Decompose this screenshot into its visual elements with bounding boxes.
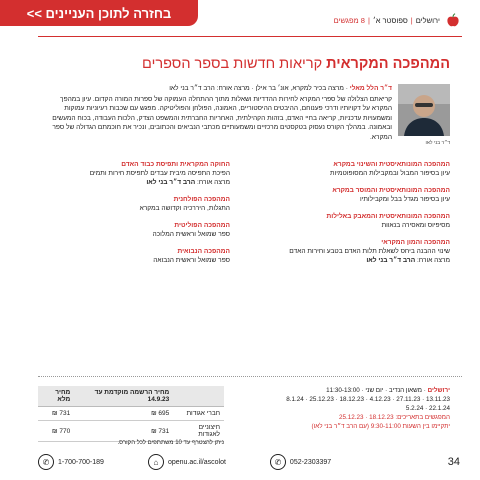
schedule-note-hours: יתקיימו בין השעות 9:30-11:00 (עם הרב ד״ר בני לאו) bbox=[311, 423, 450, 430]
footer-website-link[interactable] bbox=[148, 454, 226, 470]
lecture-item bbox=[240, 186, 450, 204]
schedule-dates-more: 22.1.24 · 5.2.24 bbox=[405, 405, 450, 412]
footer-contacts bbox=[38, 452, 462, 472]
lecture-item bbox=[240, 212, 450, 230]
lecture-desc: התגלות, היררכיה וקדושה במקרא bbox=[139, 205, 230, 212]
price-category: חיצוניים לאגודות bbox=[173, 421, 224, 442]
footer-whatsapp[interactable] bbox=[270, 454, 331, 470]
breadcrumb-category: ספוסטר א׳ bbox=[372, 15, 408, 25]
top-divider bbox=[38, 36, 462, 37]
lecture-item bbox=[40, 160, 230, 187]
website-url: openu.ac.il/ascolot bbox=[167, 458, 226, 466]
lecture-desc: מסיפיוס ומאסירה בנאוות bbox=[381, 222, 450, 229]
lecturer-block bbox=[40, 84, 392, 142]
lecture-item bbox=[40, 247, 230, 265]
back-to-contents-link[interactable]: בחזרה לתוכן העניינים >> bbox=[0, 0, 198, 26]
price-header-early: מחיר הרשמה מוקדמת עד 14.9.23 bbox=[74, 386, 173, 407]
phone-icon: ✆ bbox=[38, 454, 54, 470]
lecture-item bbox=[40, 195, 230, 213]
lectures-left-column bbox=[40, 160, 230, 273]
lecturer-name: ד״ר הלל מאלי bbox=[349, 85, 392, 92]
table-row bbox=[38, 407, 224, 421]
lecture-desc: עיון בסיפור המבול ובמקבילות המסופוטמיות bbox=[330, 170, 450, 177]
photo-caption: ד״ר בני לאו bbox=[425, 140, 450, 146]
price-early: 695 ₪ bbox=[74, 407, 173, 421]
breadcrumb-separator: | bbox=[367, 15, 370, 25]
schedule-venue: · משאון הנדיב · יום שני · 11:30-13:00 bbox=[326, 387, 428, 394]
price-table bbox=[38, 386, 224, 442]
lecture-item bbox=[40, 221, 230, 239]
lecture-title: המהפכה הפולחנית bbox=[173, 196, 230, 203]
lecture-title: המהפכה הפוליטית bbox=[174, 222, 230, 229]
lecturer-meta: · מרצה בכיר למקרא, אונ׳ בר אילן · מרצה אורח: הרב ד״ר בני לאו bbox=[169, 85, 350, 92]
whatsapp-number: 052-2303397 bbox=[289, 458, 332, 466]
lecturer-photo bbox=[398, 84, 450, 136]
price-note: ניתן להצטרף עד 10 משתתפים לכל הקורס. bbox=[117, 440, 224, 446]
guest-lecturer-prefix: מרצה אורח: bbox=[195, 179, 230, 186]
price-category: חברי אגודות bbox=[173, 407, 224, 421]
lecture-item bbox=[240, 238, 450, 265]
course-description: קריאתם הצלולה של ספרי המקרא לחירות ההדדיות ושאלות מתוך ההתחלה העמוקה של ספרות המורה הקדום. עיון במהפך המקרא על דקויותיו ודרכי פענוחם, ההיבטים ההיסטוריים, האמונה, הפולחן והפוליטיקה. מפגש עם שכבות רעיוניות עמוקות ומשמעויות עדכניות, קריאה בחיי האדם, בזהות הקהילתית, האחריות החברתית והמשפט הצדק, הלכות העבודה, בכוח המעשים ובאמונה. במהלך הקורס נעסוק בטקסטים מרכזיים ומשמעותיים מכתבי הנביאים והכתובים, ונכיר את חוכמתם הגדולה של ספר המקרא. bbox=[52, 95, 392, 141]
breadcrumb-city: ירושלים bbox=[415, 15, 440, 25]
lecture-desc: ספר שמואל וראשית הנבואה bbox=[153, 257, 230, 264]
lecture-desc: הפיכת התפיסה מיבית עבדים לתפיסת חירות ותמים bbox=[89, 170, 230, 177]
lecture-desc: עיון בסיפור מגדל בבל ומקבילותיו bbox=[359, 196, 450, 203]
guest-lecturer-name: הרב ד״ר בני לאו bbox=[366, 257, 416, 264]
table-row bbox=[38, 421, 224, 442]
footer-phone[interactable] bbox=[38, 454, 104, 470]
lecture-item bbox=[240, 160, 450, 178]
price-header-full: מחיר מלא bbox=[38, 386, 74, 407]
title-rest: קריאות חדשות בספר הספרים bbox=[142, 56, 327, 72]
guest-lecturer-name: הרב ד״ר בני לאו bbox=[146, 179, 196, 186]
price-full: 770 ₪ bbox=[38, 421, 74, 442]
lecture-desc: ספר שמואל וראשית המלוכה bbox=[152, 231, 230, 238]
schedule-block bbox=[235, 386, 450, 431]
phone-number: 1-700-700-189 bbox=[58, 458, 104, 466]
price-table-header bbox=[38, 386, 224, 407]
page-number: 34 bbox=[447, 456, 460, 468]
lecture-title: המהפכה והמון המקראי bbox=[381, 239, 450, 246]
lecture-title: המהפכה המונותאיסטית והמוסר במקרא bbox=[332, 187, 450, 194]
schedule-city: ירושלים bbox=[427, 387, 450, 394]
lecturer-portrait-image bbox=[398, 84, 450, 136]
breadcrumb-bar bbox=[220, 6, 460, 34]
guest-lecturer bbox=[40, 178, 230, 187]
price-full: 731 ₪ bbox=[38, 407, 74, 421]
breadcrumb-meetings: 8 מפגשים bbox=[333, 15, 365, 25]
title-bold: המהפכה המקראית bbox=[326, 56, 450, 72]
lecture-title: המהפכה הנבואית bbox=[177, 248, 230, 255]
lecture-title: המהפכה המונותאיסטית והשינוי במקרא bbox=[333, 161, 450, 168]
price-header-blank bbox=[173, 386, 224, 407]
lecture-desc: שינוי ההבנה ביחס לשאלת תלות האדם בטבע וחירות האדם bbox=[289, 248, 450, 255]
guest-lecturer-prefix: מרצה אורח: bbox=[415, 257, 450, 264]
lecture-title: החוקה המקראית ותפיסת כבוד האדם bbox=[121, 161, 230, 168]
schedule-dates: 13.11.23 · 27.11.23 · 4.12.23 · 18.12.23 · 25.12.23 · 8.1.24 bbox=[286, 396, 450, 403]
globe-icon: ⌂ bbox=[148, 454, 164, 470]
schedule-note: המפגשים בתאריכים: 18.12.23 · 25.12.23 bbox=[339, 414, 450, 421]
page-title bbox=[30, 56, 450, 72]
breadcrumb-separator: | bbox=[410, 15, 413, 25]
lecture-title: המהפכה המונותאיסטית והמאבק באלילות bbox=[326, 213, 450, 220]
whatsapp-icon: ✆ bbox=[270, 454, 286, 470]
price-early: 731 ₪ bbox=[74, 421, 173, 442]
guest-lecturer bbox=[240, 256, 450, 265]
lectures-right-column bbox=[240, 160, 450, 273]
section-divider bbox=[38, 376, 462, 377]
apple-icon bbox=[446, 13, 460, 27]
